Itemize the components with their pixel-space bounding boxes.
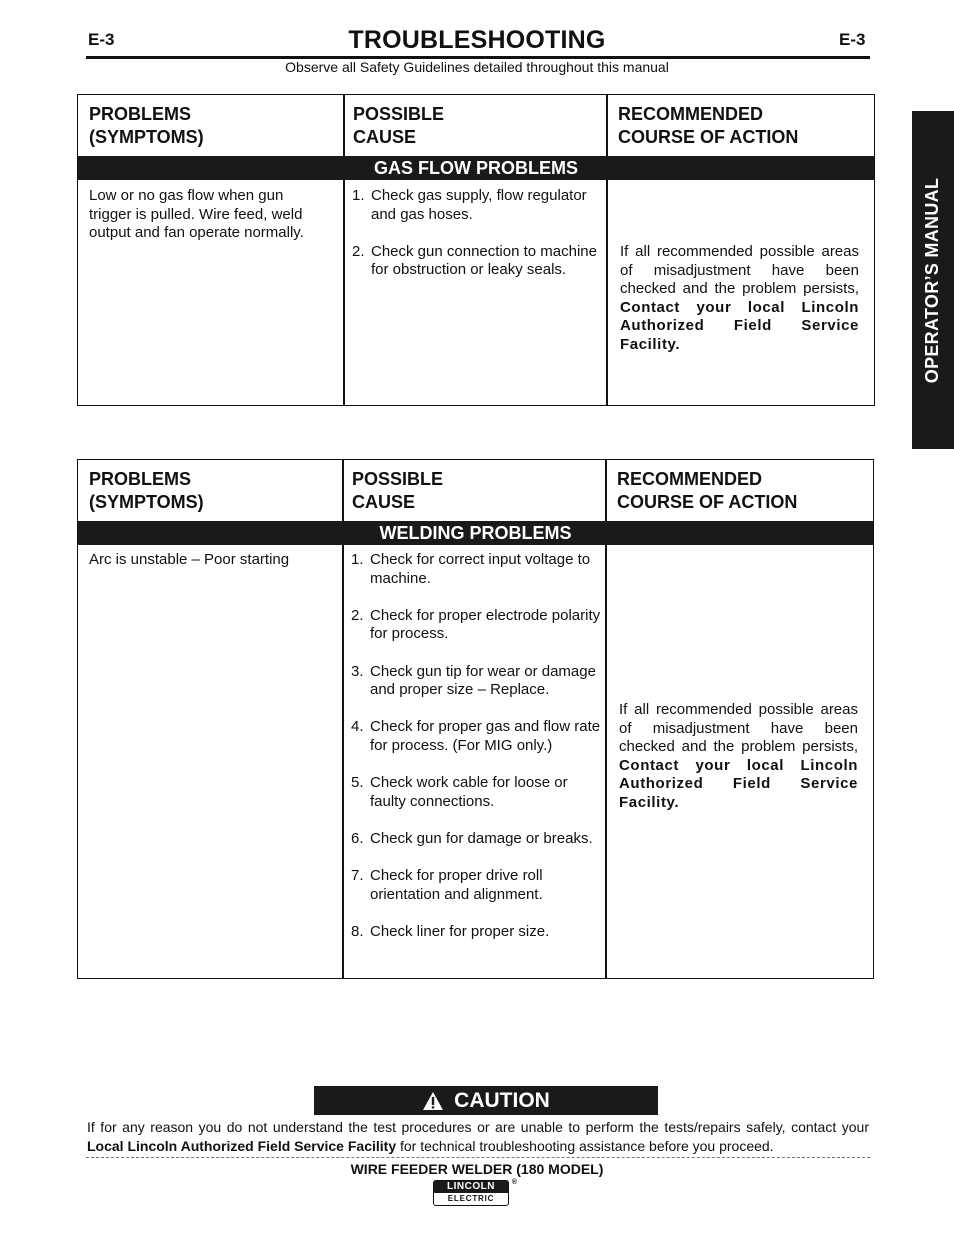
header-problems: PROBLEMS (SYMPTOMS) <box>89 469 204 512</box>
model-name: WIRE FEEDER WELDER (180 MODEL) <box>350 1161 604 1177</box>
gas-cause-list <box>352 187 602 299</box>
list-item: 6. Check gun for damage or breaks. <box>351 829 593 847</box>
gas-problem-text: Low or no gas flow when gun trigger is pulled. Wire feed, weld output and fan operate normally. <box>89 187 304 242</box>
header-action: RECOMMENDED COURSE OF ACTION <box>618 104 799 147</box>
list-item: 8. Check liner for proper size. <box>351 922 550 940</box>
safety-subtitle: Observe all Safety Guidelines detailed throughout this manual <box>285 59 669 75</box>
list-item: 4. Check for proper gas and flow rate for process. (For MIG only.) <box>351 718 601 754</box>
caution-text: If for any reason you do not understand the test procedures or are unable to perform the tests/repairs safely, contact your Local Lincoln Authorized Field Service Facility for technical troubleshooting assistance before you proceed. <box>87 1119 869 1154</box>
list-item: 2. Check gun connection to machine for obstruction or leaky seals. <box>352 242 597 279</box>
column-divider <box>606 95 608 156</box>
column-divider <box>606 180 608 405</box>
header-action: RECOMMENDED COURSE OF ACTION <box>617 469 798 512</box>
gas-flow-band: GAS FLOW PROBLEMS <box>78 156 874 180</box>
warning-triangle-icon <box>422 1091 444 1111</box>
page-number-left: E-3 <box>88 30 115 49</box>
footer-divider <box>86 1157 870 1158</box>
welding-band: WELDING PROBLEMS <box>78 521 873 545</box>
operators-manual-tab[interactable] <box>912 111 954 449</box>
logo-bottom-text: ELECTRIC <box>447 1194 495 1203</box>
logo-registered-mark: ® <box>511 1179 517 1186</box>
weld-problem-text: Arc is unstable – Poor starting <box>89 551 290 568</box>
column-divider <box>342 545 344 978</box>
header-problems: PROBLEMS (SYMPTOMS) <box>89 104 204 147</box>
list-item: 1. Check for correct input voltage to machine. <box>351 551 591 587</box>
lincoln-electric-logo <box>433 1179 517 1206</box>
column-divider <box>343 180 345 405</box>
logo-top-text: LINCOLN <box>434 1181 508 1193</box>
list-item: 2. Check for proper electrode polarity for process. <box>351 606 601 643</box>
column-divider <box>343 95 345 156</box>
caution-banner <box>314 1086 658 1115</box>
gas-action-text: If all recommended possible areas of misadjustment have been checked and the problem persists, Contact your local Lincoln Authorized Field Service Facility. <box>620 243 859 353</box>
list-item: 7. Check for proper drive roll orientation and alignment. <box>351 867 543 903</box>
column-divider <box>605 545 607 978</box>
list-item: 1. Check gas supply, flow regulator and gas hoses. <box>352 187 587 223</box>
caution-label: CAUTION <box>454 1088 550 1112</box>
column-divider <box>342 460 344 521</box>
list-item: 5. Check work cable for loose or faulty connections. <box>351 774 568 810</box>
page-number-right: E-3 <box>839 30 866 49</box>
page-title: TROUBLESHOOTING <box>348 26 606 54</box>
header-cause: POSSIBLE CAUSE <box>352 469 444 512</box>
welding-table <box>77 459 874 979</box>
gas-flow-table <box>77 94 875 406</box>
header-cause: POSSIBLE CAUSE <box>353 104 445 147</box>
column-divider <box>605 460 607 521</box>
list-item: 3. Check gun tip for wear or damage and proper size – Replace. <box>351 662 596 699</box>
side-tab-label: OPERATOR’S MANUAL <box>922 177 943 383</box>
weld-cause-list <box>351 551 601 960</box>
weld-action-text: If all recommended possible areas of misadjustment have been checked and the problem persists, Contact your local Lincoln Authorized Field Service Facility. <box>619 701 858 811</box>
